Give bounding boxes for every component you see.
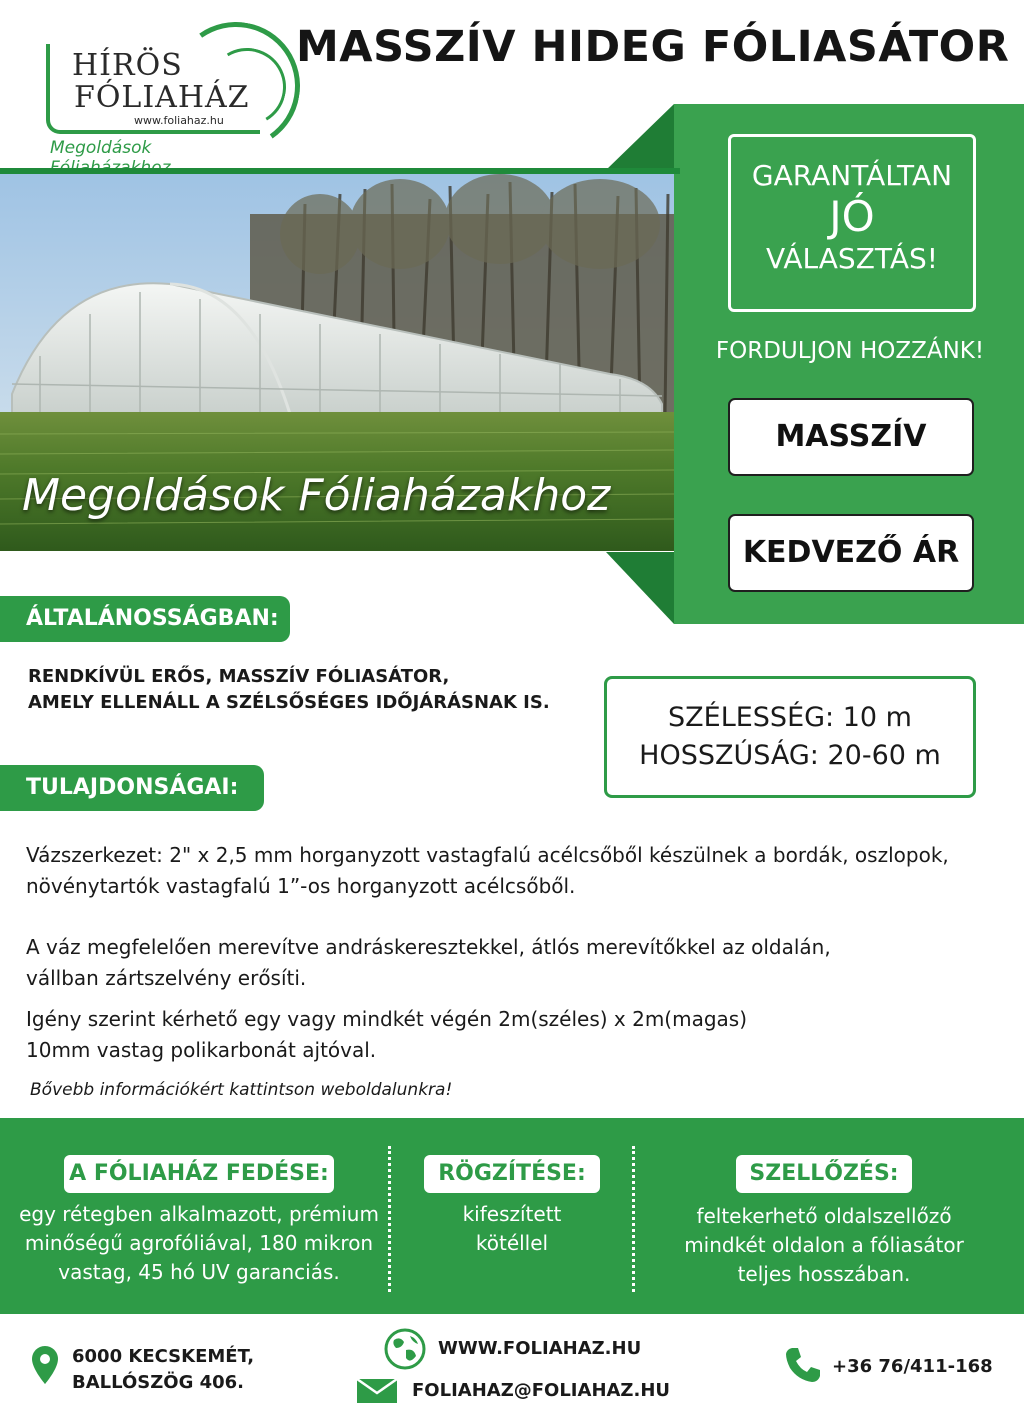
general-description [28,664,550,716]
general-label: ÁLTALÁNOSSÁGBAN: [0,596,290,642]
guarantee-line1: GARANTÁLTAN [751,159,953,192]
general-line2: AMELY ELLENÁLL A SZÉLSŐSÉGES IDŐJÁRÁSNAK IS. [28,692,550,713]
general-line1: RENDKÍVÜL ERŐS, MASSZÍV FÓLIASÁTOR, [28,666,450,687]
logo-text-line2: FÓLIAHÁZ [74,80,250,115]
property-bracing-line2: vállban zártszelvény erősíti. [26,966,307,990]
feature-ventilation-title: SZELLŐZÉS: [736,1155,912,1193]
properties-label: TULAJDONSÁGAI: [0,765,264,811]
feature-divider [632,1146,635,1292]
property-door-line1: Igény szerint kérhető egy vagy mindkét végén 2m(széles) x 2m(magas) [26,1007,748,1031]
panel-corner-top [606,104,674,170]
email-link[interactable]: FOLIAHAZ@FOLIAHAZ.HU [412,1380,671,1401]
property-frame [26,840,949,902]
address-line1: 6000 KECSKEMÉT, [72,1346,255,1367]
dimension-width: SZÉLESSÉG: 10 m [668,702,912,733]
globe-icon [384,1328,426,1374]
feature-fixing-title: RÖGZÍTÉSE: [424,1155,600,1193]
feature-cover-line2: minőségű agrofóliával, 180 mikron [24,1231,374,1255]
logo[interactable] [22,18,272,158]
guarantee-box [728,134,976,312]
feature-fixing-text [412,1200,612,1258]
phone-icon [784,1346,822,1388]
feature-ventilation-line1: feltekerhető oldalszellőző [696,1204,952,1228]
photo-caption: Megoldások Fóliaházakhoz [22,470,611,521]
phone-number[interactable]: +36 76/411-168 [832,1356,993,1377]
dimension-length: HOSSZÚSÁG: 20-60 m [639,740,941,771]
feature-fixing-line2: kötéllel [475,1231,549,1255]
feature-cover-text [14,1200,384,1287]
dimensions-box [604,676,976,798]
feature-divider [388,1146,391,1292]
feature-cover-title: A FÓLIAHÁZ FEDÉSE: [64,1155,334,1193]
guarantee-line3: VÁLASZTÁS! [766,242,938,275]
property-bracing-line1: A váz megfelelően merevítve andráskeresztekkel, átlós merevítőkkel az oldalán, [26,935,831,959]
property-door-line2: 10mm vastag polikarbonát ajtóval. [26,1038,377,1062]
location-pin-icon [32,1346,58,1388]
page-title: MASSZÍV HIDEG FÓLIASÁTOR [296,22,1010,72]
guarantee-line2: JÓ [829,192,875,241]
badge-massziv: MASSZÍV [728,398,974,476]
address [72,1344,254,1396]
logo-url: www.foliahaz.hu [134,114,224,127]
website-link[interactable]: WWW.FOLIAHAZ.HU [438,1338,642,1359]
envelope-icon [356,1378,398,1408]
property-door [26,1004,747,1066]
feature-cover-line3: vastag, 45 hó UV garanciás. [58,1260,340,1284]
logo-text-line1: HÍRÖS [72,48,183,83]
feature-ventilation-line3: teljes hosszában. [737,1262,911,1286]
feature-ventilation-text [654,1202,994,1289]
property-frame-line1: Vázszerkezet: 2" x 2,5 mm horganyzott vastagfalú acélcsőből készülnek a bordák, oszlopok, [26,843,949,867]
contact-us-text: FORDULJON HOZZÁNK! [715,338,985,364]
logo-tagline: Megoldások [50,138,152,158]
feature-fixing-line1: kifeszített [462,1202,562,1226]
property-frame-line2: növénytartók vastagfalú 1”-os horganyzott acélcsőből. [26,874,576,898]
feature-cover-line1: egy rétegben alkalmazott, prémium [19,1202,379,1226]
badge-price: KEDVEZŐ ÁR [728,514,974,592]
property-bracing [26,932,831,994]
feature-ventilation-line2: mindkét oldalon a fóliasátor [684,1233,964,1257]
panel-corner-bottom [606,552,674,624]
more-info-link[interactable]: Bővebb információkért kattintson weboldalunkra! [30,1080,453,1100]
address-line2: BALLÓSZÖG 406. [72,1372,245,1393]
